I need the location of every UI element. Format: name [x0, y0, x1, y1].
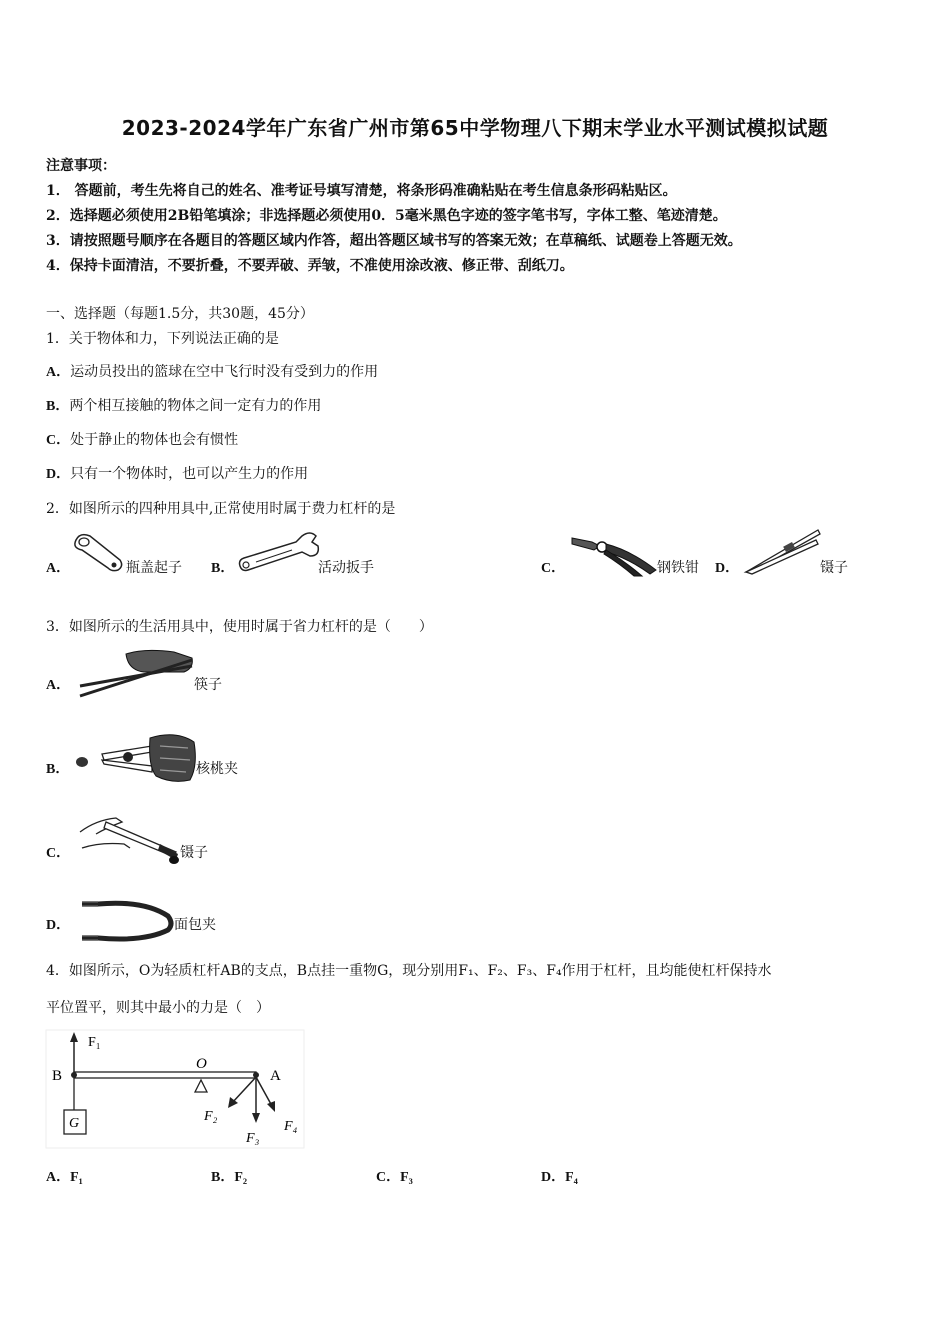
- lever-diagram: [46, 1030, 306, 1150]
- option-text: 镊子: [180, 845, 208, 861]
- fulcrum-label: O: [196, 1056, 207, 1072]
- bread-tongs-icon: [74, 896, 176, 944]
- option-text: 镊子: [820, 560, 848, 576]
- option-letter: B．: [46, 399, 70, 414]
- option-letter: D．: [541, 1170, 566, 1185]
- option-c[interactable]: [46, 429, 238, 449]
- option-letter[interactable]: D．: [715, 561, 740, 576]
- option-letter[interactable]: D．: [46, 918, 71, 933]
- bottle-opener-icon: [70, 530, 126, 574]
- option-text: 运动员投出的篮球在空中飞行时没有受到力的作用: [70, 364, 379, 380]
- option-text: 筷子: [194, 677, 222, 693]
- option-text: 钢铁钳: [657, 560, 699, 576]
- chopsticks-icon: [74, 646, 196, 700]
- option-d[interactable]: [46, 463, 308, 483]
- notice-heading: 注意事项：: [46, 158, 116, 174]
- page-title: 2023-2024学年广东省广州市第65中学物理八下期末学业水平测试模拟试题: [121, 116, 829, 140]
- notice-item: 4．保持卡面清洁，不要折叠，不要弄破、弄皱，不准使用涂改液、修正带、刮纸刀。: [46, 258, 574, 274]
- option-a[interactable]: [46, 361, 378, 381]
- option-text: 面包夹: [174, 917, 216, 933]
- notice-item: 3．请按照题号顺序在各题目的答题区域内作答，超出答题区域书写的答案无效；在草稿纸、试题卷上答题无效。: [46, 233, 742, 249]
- option-text: F₂: [234, 1170, 248, 1185]
- option-letter: D．: [46, 467, 71, 482]
- weight-label: G: [69, 1116, 80, 1131]
- f1-label: F₁: [88, 1035, 101, 1050]
- tweezers-icon: [744, 526, 822, 576]
- f3-label: F₃: [246, 1131, 260, 1146]
- option-text: 处于静止的物体也会有惯性: [70, 432, 239, 448]
- option-text: 两个相互接触的物体之间一定有力的作用: [69, 398, 322, 414]
- question-stem: 1．关于物体和力，下列说法正确的是: [46, 331, 279, 347]
- option-text: 只有一个物体时，也可以产生力的作用: [70, 466, 309, 482]
- notice-item: 1． 答题前，考生先将自己的姓名、准考证号填写清楚，将条形码准确粘贴在考生信息条形码粘贴区。: [46, 183, 677, 199]
- point-a-label: A: [270, 1068, 281, 1084]
- option-text: 核桃夹: [196, 761, 238, 777]
- pliers-icon: [570, 530, 658, 576]
- wrench-icon: [236, 530, 322, 574]
- f2-label: F₂: [204, 1109, 218, 1124]
- question-stem: 4．如图所示，O为轻质杠杆AB的支点，B点挂一重物G，现分别用F₁、F₂、F₃、F₄作用于杠杆，且均能使杠杆保持水: [46, 963, 772, 979]
- option-text: F₁: [70, 1170, 83, 1185]
- option-b[interactable]: [211, 1166, 247, 1186]
- option-text: F₄: [565, 1170, 578, 1185]
- option-letter: C．: [376, 1170, 401, 1185]
- option-text: F₃: [400, 1170, 413, 1185]
- option-letter[interactable]: C．: [46, 846, 71, 861]
- option-b[interactable]: [46, 395, 321, 415]
- option-c[interactable]: [376, 1166, 413, 1186]
- option-letter: A．: [46, 1170, 71, 1185]
- fulcrum-icon: [195, 1080, 207, 1092]
- option-letter[interactable]: A．: [46, 561, 71, 576]
- question-stem: 2．如图所示的四种用具中,正常使用时属于费力杠杆的是: [46, 501, 396, 517]
- option-letter: C．: [46, 433, 71, 448]
- question-stem: 3．如图所示的生活用具中，使用时属于省力杠杆的是（ ）: [46, 619, 433, 635]
- option-letter[interactable]: B．: [211, 561, 235, 576]
- option-text: 瓶盖起子: [126, 560, 182, 576]
- option-letter: B．: [211, 1170, 235, 1185]
- option-a[interactable]: [46, 1166, 83, 1186]
- point-b-label: B: [52, 1068, 63, 1084]
- question-stem: 平位置平，则其中最小的力是（ ）: [46, 1000, 270, 1016]
- nutcracker-icon: [72, 726, 200, 786]
- option-text: 活动扳手: [318, 560, 374, 576]
- option-letter[interactable]: C．: [541, 561, 566, 576]
- option-letter[interactable]: B．: [46, 762, 70, 777]
- notice-item: 2．选择题必须使用2B铅笔填涂；非选择题必须使用0．5毫米黑色字迹的签字笔书写，字体工整、笔迹清楚。: [46, 208, 727, 224]
- option-letter: A．: [46, 365, 71, 380]
- tweezers-icon: [76, 808, 182, 868]
- f4-label: F₄: [284, 1119, 298, 1134]
- section-heading: 一、选择题（每题1.5分，共30题，45分）: [46, 306, 314, 322]
- option-letter[interactable]: A．: [46, 678, 71, 693]
- option-d[interactable]: [541, 1166, 578, 1186]
